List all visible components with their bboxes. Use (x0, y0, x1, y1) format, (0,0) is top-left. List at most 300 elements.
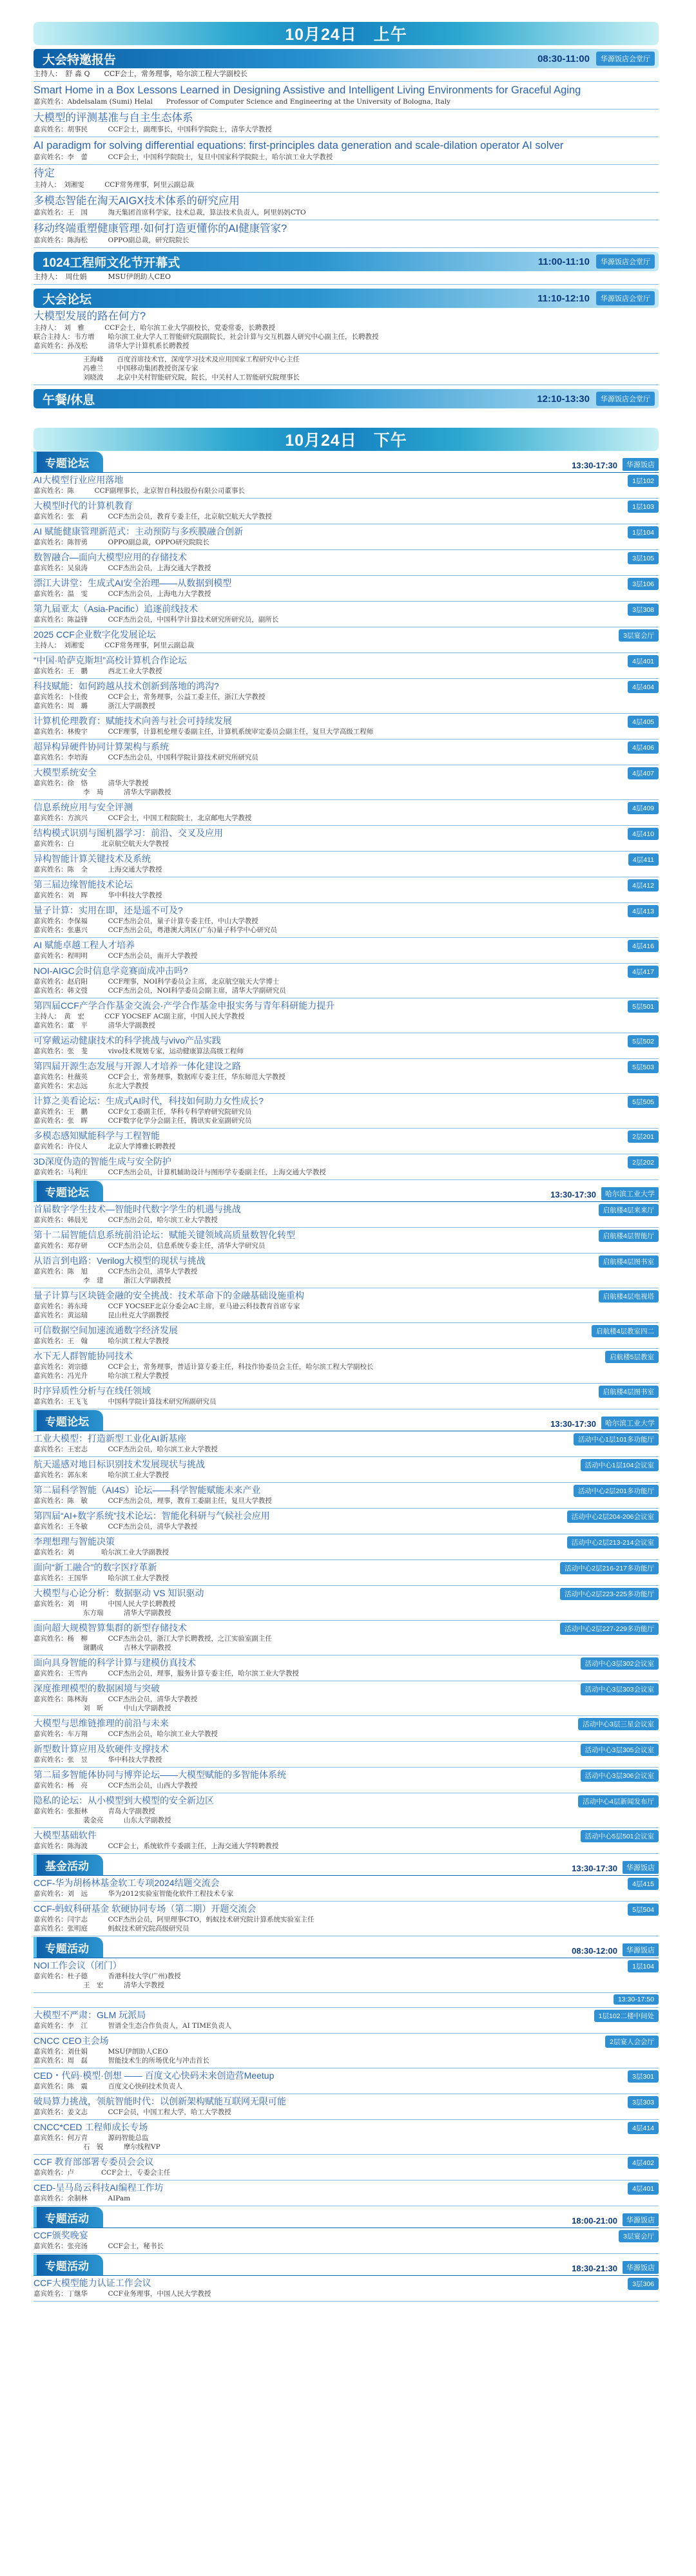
room-badge: 活动中心2层227-229多功能厅 (560, 1623, 659, 1635)
speaker-line: 嘉宾姓名：闫宇志 CCF杰出会员，阿里理事CTO，蚂蚁技术研究院计算系统实验室主任 (34, 1916, 314, 1923)
room-badge: 启航楼4层图书室 (599, 1255, 659, 1268)
forum-item (34, 1033, 659, 1059)
forum-title: 水下无人群智能协同技术 (34, 1351, 133, 1361)
section-tab: 专题活动 (34, 2207, 103, 2228)
speaker-line: 嘉宾姓名：王 翰 哈尔滨工程大学教授 (34, 1337, 169, 1345)
agenda-item (34, 82, 659, 110)
forum-item (34, 653, 659, 679)
forum-item (34, 576, 659, 602)
speaker-line: 王 宏 清华大学教授 (83, 1981, 164, 1989)
section-tab: 专题论坛 (34, 452, 103, 472)
forum-item (34, 602, 659, 627)
forum-title: 第三届边缘智能技术论坛 (34, 879, 133, 890)
room-badge: 4层416 (628, 940, 659, 952)
forum-title: CCF 教育部部署专委员会会议 (34, 2157, 154, 2167)
forum-item (34, 1560, 659, 1586)
forum-title: 大模型时代的计算机教育 (34, 501, 133, 511)
forum-item (34, 1621, 659, 1655)
speaker-line: 嘉宾姓名：郭东来 哈尔滨工业大学教授 (34, 1471, 169, 1479)
speaker-line: 嘉宾姓名：王 国 淘天集团首席科学家，技术总裁，算法技术负责人，阿里妈妈CTO (34, 209, 306, 216)
room-badge: 4层411 (628, 854, 659, 866)
speaker-line: 联合主持人：韦方增 哈尔滨工业大学人工智能研究院副院长，社会计算与交互机器人研究中心副主任，长聘教授 (34, 333, 379, 341)
agenda-item (34, 193, 659, 220)
speaker-line: 石 锐 摩尔线程VP (83, 2143, 160, 2151)
section-time: 13:30-17:30 (550, 1419, 596, 1429)
speaker-line: 嘉宾姓名：李培海 CCF杰出会员，中国科学院计算技术研究所研究员 (34, 754, 258, 761)
room-badge: 4层401 (628, 2182, 659, 2195)
forum-item (34, 1768, 659, 1793)
forum-title: 数智融合—面向大模型应用的存储技术 (34, 552, 187, 562)
forum-title: 大模型不严肃：GLM 玩派局 (34, 2010, 146, 2020)
forum-title: 工业大模型：打造新型工业化AI新基座 (34, 1433, 187, 1444)
forum-item (34, 1793, 659, 1828)
speaker-line: 冯雅兰 中国移动集团教授资深专家 (83, 365, 198, 372)
forum-title: 破局算力挑战，领航智能时代：以创新架构赋能互联网无限可能 (34, 2096, 286, 2106)
section-time: 18:30-21:30 (572, 2264, 617, 2273)
room-badge: 1层104 (628, 526, 659, 539)
room-badge: 4层414 (628, 2122, 659, 2134)
speaker-line: 东方瑞 清华大学副教授 (83, 1609, 171, 1617)
forum-item (34, 1384, 659, 1409)
forum-item (34, 1509, 659, 1534)
forum-item (34, 2094, 659, 2120)
room-badge: 启航楼4层教室四二 (592, 1325, 659, 1337)
session-title: 大会特邀报告 (43, 53, 117, 67)
speaker-line: 主持人： 刘湘雯 CCF常务理事，阿里云副总裁 (34, 181, 195, 189)
speaker-line: 嘉宾姓名：卢 CCF会士，专委会主任 (34, 2169, 171, 2177)
time-badge: 13:30-17:50 (614, 1994, 659, 2005)
room-badge: 4层415 (628, 1878, 659, 1890)
section-header (34, 2260, 659, 2276)
forum-title: 信息系统应用与安全评测 (34, 802, 133, 812)
speaker-line: 嘉宾姓名：方滨兴 CCF会士，中国工程院院士，北京邮电大学教授 (34, 814, 252, 822)
speaker-line: 嘉宾姓名：许仪人 北京大学博雅长聘教授 (34, 1143, 176, 1150)
speaker-line: 嘉宾姓名：王国华 哈尔滨工业大学教授 (34, 1574, 169, 1582)
speaker-line: 嘉宾姓名：韩文弢 CCF杰出会员，NOI科学委员会副主席，清华大学副研究员 (34, 987, 286, 995)
forum-title: CCF颁奖晚宴 (34, 2230, 88, 2240)
forum-item (34, 1202, 659, 1228)
speaker-line: 嘉宾姓名：张亮汤 CCF会士，秘书长 (34, 2242, 164, 2250)
speaker-line: 嘉宾姓名：王雪冉 CCF杰出会员，理事，服务计算专委主任，哈尔滨工业大学教授 (34, 1670, 299, 1677)
forum-item (34, 1742, 659, 1768)
room-badge: 3层105 (628, 552, 659, 564)
forum-item (34, 499, 659, 524)
forum-item (34, 1431, 659, 1457)
speaker-line: 嘉宾姓名：陈 震 百度文心快码技术负责人 (34, 2083, 182, 2090)
speaker-line: 嘉宾姓名：马利庄 CCF杰出会员，计算机辅助设计与图形学专委副主任，上海交通大学教授 (34, 1169, 326, 1176)
room-badge: 启航楼5层教室 (605, 1351, 659, 1363)
agenda-item (34, 110, 659, 137)
room-badge: 活动中心5层501会议室 (581, 1830, 659, 1842)
section-header (34, 1943, 659, 1958)
speaker-line: 主持人： 舒 淼 Q CCF会士，常务理事，哈尔滨工程大学副校长 (34, 70, 247, 78)
forum-title: 3D深度伪造的智能生成与安全防护 (34, 1156, 171, 1167)
forum-item (34, 1902, 659, 1936)
forum-title: 可信数据空间加速流通数字经济发展 (34, 1325, 178, 1335)
forum-title: 2025 CCF企业数字化发展论坛 (34, 629, 156, 640)
speaker-line: 嘉宾姓名：陈 CCF副理事长，北京智自科技股份有限公司董事长 (34, 487, 245, 495)
talk-title: 大模型的评测基准与自主生态体系 (34, 112, 193, 124)
forum-title: CCF大模型能力认证工作会议 (34, 2278, 151, 2288)
speaker-line: 嘉宾姓名：陈 全 上海交通大学教授 (34, 866, 162, 873)
room-badge: 3层宴会厅 (619, 629, 659, 642)
forum-item (34, 2068, 659, 2094)
venue-badge: 华源饭店会堂厅 (596, 254, 655, 269)
forum-item (34, 765, 659, 800)
section-header (34, 1416, 659, 1431)
section-time: 13:30-17:30 (550, 1190, 596, 1199)
forum-item (34, 1457, 659, 1483)
room-badge: 活动中心3层303会议室 (581, 1683, 659, 1695)
forum-item (34, 2180, 659, 2206)
section-tab: 基金活动 (34, 1855, 103, 1875)
room-badge: 启航楼4层智能厅 (599, 1230, 659, 1242)
forum-title: 可穿戴运动健康技术的科学挑战与vivo产品实践 (34, 1035, 221, 1045)
speaker-line: 嘉宾姓名：姜文志 CCF会员，中国工程大学，哈工大学教授 (34, 2108, 231, 2116)
day-header-afternoon: 10月24日 下午 (34, 428, 659, 451)
speaker-line: 嘉宾姓名：张惠兴 CCF杰出会员，粤港澳大湾区(广东)量子科学中心研究员 (34, 926, 278, 934)
forum-item (34, 550, 659, 576)
agenda-item (34, 165, 659, 193)
speaker-line: 嘉宾姓名：杜子德 香港科技大学(广州)教授 (34, 1972, 181, 1980)
forum-title: 第四届“AI+数字系统”技术论坛：智能化科研与气候社会应用 (34, 1511, 270, 1521)
room-badge: 1层104 (628, 1960, 659, 1972)
forum-item (34, 1094, 659, 1129)
section-venue: 哈尔滨工业大学 (601, 1187, 659, 1200)
forum-item (34, 1586, 659, 1621)
section-time: 13:30-17:30 (572, 461, 617, 470)
forum-title: 第四届CCF产学合作基金交流会·产学合作基金申报实务与青年科研能力提升 (34, 1000, 335, 1011)
forum-title: 面向超大规模智算集群的新型存储技术 (34, 1623, 187, 1633)
room-badge: 1层102二楼中间处 (594, 2010, 659, 2022)
forum-item (34, 1876, 659, 1902)
forum-item (34, 1288, 659, 1323)
forum-title: CED-呈马岛云科技AI编程工作坊 (34, 2182, 164, 2193)
room-badge: 5层502 (628, 1035, 659, 1047)
venue-badge: 华源饭店会堂厅 (596, 291, 655, 305)
speaker-line: 嘉宾姓名：陈 敏 CCF杰出会员，理事，教育工委副主任，复旦大学教授 (34, 1497, 272, 1505)
speaker-line: 嘉宾姓名：杨 亮 CCF杰出会员，山西大学教授 (34, 1782, 198, 1789)
speaker-line: 李 琦 清华大学副教授 (83, 788, 171, 796)
speaker-line: 嘉宾姓名：王冬敏 CCF杰出会员，清华大学教授 (34, 1523, 198, 1531)
session-header (34, 252, 659, 271)
forum-title: 首届数字学生技术—智能时代数字学生的机遇与挑战 (34, 1204, 241, 1214)
time-divider (34, 1993, 659, 2008)
forum-title: 李理想理与智能决策 (34, 1536, 115, 1547)
room-badge: 活动中心1层101多功能厅 (574, 1433, 659, 1445)
room-badge: 2层201 (628, 1131, 659, 1143)
session-time: 12:10-13:30 (537, 393, 590, 405)
room-badge: 4层407 (628, 767, 659, 779)
speaker-line: 裴金亮 山东大学副教授 (83, 1817, 171, 1824)
forum-title: CCF-蚂蚁科研基金 软硬协同专场（第二期）开题交流会 (34, 1903, 256, 1914)
forum-title: 漂江大讲堂：生成式AI安全治理——从数据到模型 (34, 578, 232, 588)
speaker-line: 嘉宾姓名：刘 晖 华中科技大学教授 (34, 892, 162, 899)
forum-title: 大模型与思维链推理的前沿与未来 (34, 1718, 169, 1728)
forum-title: 超异构异硬件协同计算架构与系统 (34, 741, 169, 752)
forum-item (34, 2120, 659, 2155)
forum-title: CNCC CEO主会场 (34, 2036, 109, 2046)
section-venue: 华源饭店 (623, 1861, 659, 1874)
forum-title: AI大模型行业应用落地 (34, 475, 124, 485)
agenda-item (34, 308, 659, 354)
speaker-line: 主持人： 周仕娟 MSU伊朗助人CEO (34, 272, 171, 281)
forum-title: CED・代码·模型·创想 —— 百度文心快码未来创造营Meetup (34, 2070, 275, 2081)
talk-title: 移动终端重塑健康管理·如何打造更懂你的AI健康管家? (34, 223, 287, 234)
talk-title: AI paradigm for solving differential equations: first-principles data generation and scale-dilation operator AI solver (34, 140, 564, 151)
forum-title: 第二届多智能体协同与博弈论坛——大模型赋能的多智能体系统 (34, 1770, 286, 1780)
forum-item (34, 964, 659, 998)
speaker-line: 嘉宾姓名：张 昱 华中科技大学教授 (34, 1756, 162, 1764)
speaker-line: 嘉宾姓名：陈海松 OPPO副总裁，研究院院长 (34, 236, 189, 244)
agenda-item (34, 137, 659, 165)
speaker-line: 嘉宾姓名：陈智勇 OPPO副总裁，OPPO研究院院长 (34, 539, 209, 546)
speaker-line: 嘉宾姓名：杜薇英 CCF会士，常务理事，数据库专委主任，华东师范大学教授 (34, 1073, 285, 1081)
forum-item (34, 1323, 659, 1349)
talk-title: 多模态智能在淘天AIGX技术体系的研究应用 (34, 195, 240, 207)
agenda-item (34, 354, 659, 385)
room-badge: 活动中心2层216-217多功能厅 (560, 1562, 659, 1574)
speaker-line: 嘉宾姓名：冯光升 哈尔滨工程大学教授 (34, 1372, 169, 1380)
session-time: 11:10-12:10 (537, 292, 590, 304)
talk-title: 待定 (34, 167, 55, 179)
speaker-line: 嘉宾姓名：张 斐 vivo技术规划专家，运动健康算法高级工程师 (34, 1047, 244, 1055)
talk-title: Smart Home in a Box Lessons Learned in Designing Assistive and Intelligent Living Environments for Graceful Aging (34, 84, 581, 96)
session-time: 08:30-11:00 (537, 53, 590, 64)
forum-title: 时序异质性分析与在线任领域 (34, 1386, 151, 1396)
session-time: 11:00-11:10 (537, 256, 590, 267)
forum-item (34, 1483, 659, 1509)
section-venue: 华源饭店 (623, 458, 659, 471)
forum-item (34, 2034, 659, 2068)
forum-item (34, 1349, 659, 1384)
speaker-line: 嘉宾姓名：刘 哈尔滨工业大学副教授 (34, 1549, 169, 1556)
room-badge: 3层106 (628, 578, 659, 590)
session-header (34, 49, 659, 68)
room-badge: 活动中心3层305会议室 (581, 1744, 659, 1756)
forum-title: 计算之美看论坛：生成式AI时代，科技如何助力女性成长? (34, 1096, 264, 1106)
speaker-line: 嘉宾姓名：陈益锋 CCF杰出会员，中国科学计算技术研究所研究员，副所长 (34, 616, 279, 624)
room-badge: 4层406 (628, 741, 659, 754)
room-badge: 3层宴会厅 (619, 2230, 659, 2242)
forum-item (34, 938, 659, 964)
speaker-line: 嘉宾姓名：王 鹏 CCF女工委副主任，华科专科学府研究院研究员 (34, 1108, 252, 1116)
forum-item (34, 852, 659, 877)
venue-badge: 华源饭店会堂厅 (596, 52, 655, 66)
speaker-line: 主持人： 刘湘雯 CCF常务理事，阿里云副总裁 (34, 642, 195, 649)
speaker-line: 嘉宾姓名：李 江 智谱全生态合作负责人，AI TIME负责人 (34, 2022, 232, 2030)
room-badge: 1层103 (628, 501, 659, 513)
forum-item (34, 877, 659, 903)
room-badge: 活动中心2层204-206会议室 (567, 1511, 659, 1523)
forum-title: 量子计算：实用在即，还是遥不可及? (34, 905, 183, 915)
room-badge: 5层503 (628, 1061, 659, 1073)
speaker-line: 嘉宾姓名：余制林 AIPam (34, 2195, 131, 2202)
forum-title: 多模态感知赋能科学与工程智能 (34, 1131, 160, 1141)
room-badge: 5层504 (628, 1903, 659, 1916)
agenda-item (34, 271, 659, 285)
room-badge: 5层501 (628, 1000, 659, 1013)
forum-title: NOI-AIGC会时信息学竞赛面成冲击吗? (34, 966, 188, 976)
forum-title: AI 赋能卓越工程人才培养 (34, 940, 135, 950)
section-tab: 专题论坛 (34, 1181, 103, 1201)
room-badge: 活动中心2层201多功能厅 (574, 1485, 659, 1497)
room-badge: 活动中心4层新闻发布厅 (578, 1795, 659, 1808)
room-badge: 活动中心3层306会议室 (581, 1770, 659, 1782)
speaker-line: 嘉宾姓名：刘仕娟 MSU伊朗助人CEO (34, 2048, 168, 2056)
speaker-line: 嘉宾姓名：车万翔 CCF杰出会员，哈尔滨工业大学教授 (34, 1730, 218, 1738)
speaker-line: 嘉宾姓名：董 平 清华大学副教授 (34, 1022, 155, 1029)
forum-title: 计算机伦理教育：赋能技术向善与社会可持续发展 (34, 716, 232, 726)
forum-title: 第四届开源生态发展与开源人才培养一体化建设之路 (34, 1061, 241, 1071)
morning-sessions (34, 49, 659, 408)
forum-item (34, 1655, 659, 1681)
speaker-line: 嘉宾姓名：李 蕾 CCF会士，中国科学院院士，复旦中国家科学院院士，哈尔滨工业大学教授 (34, 153, 333, 161)
forum-item (34, 2155, 659, 2180)
section-venue: 哈尔滨工业大学 (601, 1417, 659, 1429)
section-header (34, 2213, 659, 2228)
speaker-line: 嘉宾姓名：王宏志 CCF杰出会员，哈尔滨工业大学教授 (34, 1445, 218, 1453)
room-badge: 5层505 (628, 1096, 659, 1108)
forum-title: 隐私的论坛：从小模型到大模型的安全新边区 (34, 1795, 214, 1806)
speaker-line: 嘉宾姓名：Abdelsalam (Sumi) Helal Professor of Computer Science and Engineering at the University of Bologna, Italy (34, 98, 451, 106)
speaker-line: 嘉宾姓名：周 璐 浙江大学副教授 (34, 702, 155, 710)
speaker-line: 李 建 浙江大学副教授 (83, 1277, 171, 1284)
room-badge: 3层306 (628, 2278, 659, 2290)
section-time: 08:30-12:00 (572, 1946, 617, 1956)
forum-item (34, 800, 659, 826)
forum-title: “中国·哈萨克斯坦”高校计算机合作论坛 (34, 655, 187, 665)
speaker-line: 主持人： 黄 宏 CCF YOCSEF AC副主席，中国人民大学教授 (34, 1013, 245, 1020)
room-badge: 活动中心2层213-214会议室 (567, 1536, 659, 1549)
speaker-line: 嘉宾姓名：张 晖 CCF数字化学分会副主任，腾讯实业室副研究员 (34, 1117, 252, 1125)
forum-item (34, 826, 659, 852)
forum-item (34, 2008, 659, 2034)
speaker-line: 谢鹏成 吉林大学副教授 (83, 1644, 171, 1652)
speaker-line: 嘉宾姓名：韩晨光 CCF杰出会员，哈尔滨工业大学教授 (34, 1216, 218, 1224)
session-title: 午餐/休息 (43, 393, 95, 407)
speaker-line: 嘉宾姓名：张明庭 蚂蚁技术研究院高级研究员 (34, 1925, 189, 1932)
section-time: 18:00-21:00 (572, 2216, 617, 2226)
section-tab: 专题活动 (34, 2255, 103, 2275)
speaker-line: 嘉宾姓名：宋志远 东北大学教授 (34, 1082, 149, 1090)
speaker-line: 刘 昕 中山大学副教授 (83, 1704, 171, 1712)
section-header (34, 457, 659, 473)
forum-item (34, 524, 659, 550)
speaker-line: 嘉宾姓名：王 鹏 西北工业大学教授 (34, 667, 162, 675)
forum-item (34, 2228, 659, 2254)
forum-item (34, 1716, 659, 1742)
speaker-line: 嘉宾姓名：陈 旭 CCF杰出会员，清华大学教授 (34, 1268, 198, 1275)
forum-title: 异构智能计算关键技术及系统 (34, 854, 151, 864)
forum-title: 深度推理模型的数据困境与突破 (34, 1683, 160, 1693)
speaker-line: 嘉宾姓名：何万青 源码智能总监 (34, 2134, 149, 2142)
forum-title: AI 赋能健康管理新范式：主动预防与多疾膜融合创新 (34, 526, 244, 537)
speaker-line: 王海峰 百度首席技术官，深度学习技术及应用国家工程研究中心主任 (83, 356, 300, 363)
session-header (34, 389, 659, 408)
room-badge: 启航楼4层电视塔 (599, 1290, 659, 1302)
room-badge: 3层301 (628, 2070, 659, 2083)
forum-item (34, 2276, 659, 2302)
room-badge: 4层404 (628, 681, 659, 693)
agenda-item (34, 220, 659, 248)
forum-item (34, 1681, 659, 1716)
forum-item (34, 903, 659, 938)
speaker-line: 嘉宾姓名：黄运瑞 昆山杜克大学副教授 (34, 1312, 169, 1319)
forum-title: CNCC*CED 工程师成长专场 (34, 2122, 148, 2132)
forum-title: NOI工作会议（闭门） (34, 1960, 122, 1970)
speaker-line: 嘉宾姓名：丁继华 CCF业务理事，中国人民大学教授 (34, 2290, 211, 2298)
speaker-line: 嘉宾姓名：温 雯 CCF杰出会员，上海电力大学教授 (34, 590, 211, 598)
room-badge: 启航楼4层来来厅 (599, 1204, 659, 1216)
speaker-line: 嘉宾姓名：郑存研 CCF杰出会员，信息系统专委主任，清华大学研究员 (34, 1242, 266, 1250)
session-title: 1024工程师文化节开幕式 (43, 256, 180, 270)
speaker-line: 嘉宾姓名：刘 明 中国人民大学长聘教授 (34, 1600, 176, 1608)
speaker-line: 嘉宾姓名：孙茂松 清华大学计算机系长聘教授 (34, 342, 189, 350)
forum-title: 第九届亚太（Asia-Pacific）追逐前线技术 (34, 604, 198, 614)
forum-title: 新型数计算应用及软硬件支撑技术 (34, 1744, 169, 1754)
room-badge: 4层413 (628, 905, 659, 917)
forum-item (34, 739, 659, 765)
forum-item (34, 1154, 659, 1180)
speaker-line: 嘉宾姓名：李保福 CCF杰出会员，量子计算专委主任，中山大学教授 (34, 917, 258, 925)
speaker-line: 嘉宾姓名：赵启阳 CCF理事，NOI科学委员会主席，北京航空航天大学博士 (34, 978, 280, 986)
speaker-line: 嘉宾姓名：吴泉涛 CCF杰出会员，上海交通大学教授 (34, 564, 211, 572)
speaker-line: 嘉宾姓名：胡事民 CCF会士，副理事长，中国科学院院士，清华大学教授 (34, 126, 272, 133)
section-venue: 华源饭店 (623, 2261, 659, 2274)
forum-title: CCF-华为胡杨林基金软工专项2024结题交流会 (34, 1878, 220, 1888)
room-badge: 4层401 (628, 655, 659, 667)
room-badge: 活动中心3层三星会议室 (578, 1718, 659, 1730)
room-badge: 活动中心3层302会议室 (581, 1657, 659, 1670)
forum-item (34, 1129, 659, 1154)
speaker-line: 主持人： 刘 雅 CCF会士，哈尔滨工业大学副校长，党委常委，长聘教授 (34, 324, 276, 332)
forum-title: 量子计算与区块链金融的安全挑战：技术革命下的金融基础设施重构 (34, 1290, 304, 1301)
room-badge: 3层308 (628, 604, 659, 616)
room-badge: 3层303 (628, 2096, 659, 2108)
forum-title: 大模型与心论分析：数据驱动 VS 知识驱动 (34, 1588, 204, 1598)
speaker-line: 嘉宾姓名：张振林 青岛大学副教授 (34, 1808, 155, 1815)
section-tab: 专题论坛 (34, 1410, 103, 1431)
session-title: 大会论坛 (43, 292, 92, 307)
room-badge: 4层410 (628, 828, 659, 840)
room-badge: 2层202 (628, 1156, 659, 1169)
talk-title: 大模型发展的路在何方? (34, 310, 146, 322)
speaker-line: 嘉宾姓名：卜佳俊 CCF会士，常务理事，公益工委主任，浙江大学教授 (34, 693, 266, 701)
speaker-line: 刘晓波 北京中关村智能研究院，院长，中关村人工智能研究院理事长 (83, 374, 300, 381)
section-venue: 华源饭店 (623, 2213, 659, 2226)
speaker-line: 嘉宾姓名：蒋东琦 CCF YOCSEF北京分委会AC主席，亚马逊云科技教育首席专家 (34, 1302, 300, 1310)
section-time: 13:30-17:30 (572, 1864, 617, 1873)
forum-item (34, 1228, 659, 1254)
speaker-line: 嘉宾姓名：杨 柳 CCF杰出会员，浙江大学长聘教授，之江实验室副主任 (34, 1635, 272, 1643)
afternoon-sessions (34, 457, 659, 2302)
room-badge: 活动中心1层104会议室 (581, 1459, 659, 1471)
speaker-line: 嘉宾姓名：林俊宇 CCF理事，计算机伦理专委副主任，计算机系统审定委员会副主任，复旦大学高级工程师 (34, 728, 374, 736)
forum-title: 第十二届智能信息系统前沿论坛：赋能关键领域高质量数智化转型 (34, 1230, 295, 1240)
forum-item (34, 1254, 659, 1288)
section-header (34, 1187, 659, 1202)
room-badge: 4层405 (628, 716, 659, 728)
speaker-line: 嘉宾姓名：程明明 CCF杰出会员，南开大学教授 (34, 952, 198, 960)
agenda-item (34, 68, 659, 82)
section-venue: 华源饭店 (623, 1943, 659, 1956)
section-header (34, 1860, 659, 1876)
forum-item (34, 1534, 659, 1560)
forum-title: 科技赋能：如何跨越从技术创新到落地的鸿沟? (34, 681, 219, 691)
speaker-line: 嘉宾姓名：陈海波 CCF会士，系统软件专委副主任，上海交通大学特聘教授 (34, 1842, 279, 1850)
room-badge: 1层102 (628, 475, 659, 487)
